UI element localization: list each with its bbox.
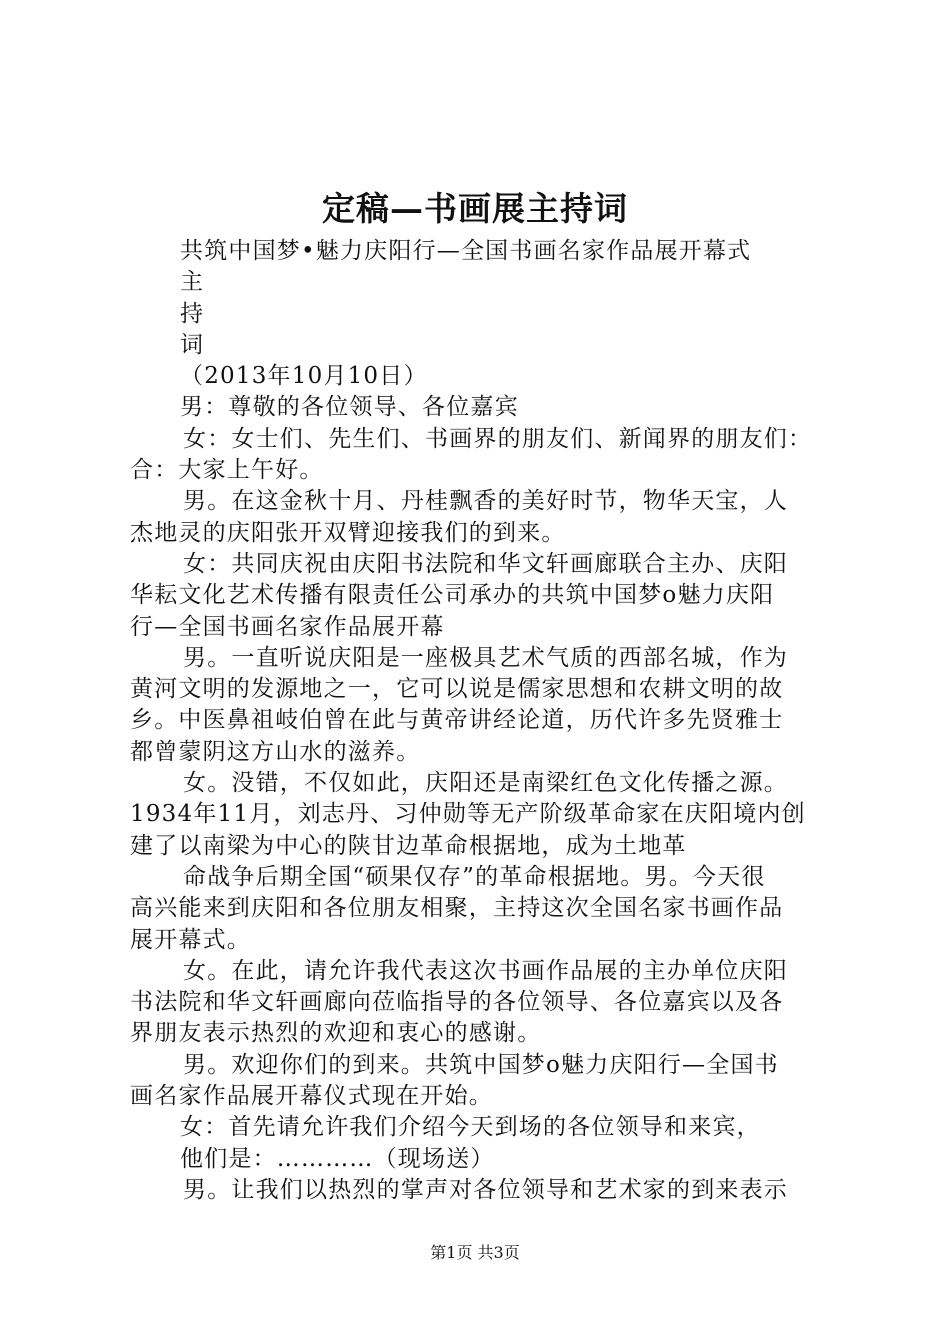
- body-line: 建了以南梁为中心的陕甘边革命根据地，成为土地革: [130, 832, 687, 859]
- body-line: 词: [180, 331, 205, 358]
- body-line: 男。欢迎你们的到来。共筑中国梦o魅力庆阳行—全国书: [183, 1051, 779, 1078]
- body-line: 女。没错，不仅如此，庆阳还是南梁红色文化传播之源。: [183, 770, 788, 797]
- body-line: 合：大家上午好。: [130, 457, 324, 484]
- body-line: 男。一直听说庆阳是一座极具艺术气质的西部名城，作为: [183, 644, 788, 671]
- body-line: 女。在此，请允许我代表这次书画作品展的主办单位庆阳: [183, 957, 788, 984]
- document-title: 定稿—书画展主持词: [322, 189, 628, 228]
- body-line: 女：共同庆祝由庆阳书法院和华文轩画廊联合主办、庆阳: [183, 550, 788, 577]
- body-line: 华耘文化艺术传播有限责任公司承办的共筑中国梦o魅力庆阳: [130, 582, 775, 609]
- body-line: 女：首先请允许我们介绍今天到场的各位领导和来宾，: [180, 1114, 761, 1141]
- document-body: [130, 236, 835, 1206]
- body-line: 命战争后期全国“硕果仅存”的革命根据地。男。今天很: [183, 863, 766, 890]
- body-line: 1934年11月，刘志丹、习仲勋等无产阶级革命家在庆阳境内创: [130, 801, 806, 828]
- body-line: 杰地灵的庆阳张开双臂迎接我们的到来。: [130, 519, 566, 546]
- body-line: 界朋友表示热烈的欢迎和衷心的感谢。: [130, 1020, 542, 1047]
- body-line: 女：女士们、先生们、书画界的朋友们、新闻界的朋友们：: [183, 425, 813, 452]
- body-line: 持: [180, 300, 205, 327]
- body-line: 乡。中医鼻祖岐伯曾在此与黄帝讲经论道，历代许多先贤雅士: [130, 707, 784, 734]
- body-line: 共筑中国梦•魅力庆阳行—全国书画名家作品展开幕式: [180, 238, 752, 264]
- body-line: 男：尊敬的各位领导、各位嘉宾: [180, 394, 519, 421]
- body-line: 主: [180, 269, 205, 296]
- page-footer: 第1页 共3页: [430, 1243, 520, 1262]
- body-line: 都曾蒙阴这方山水的滋养。: [130, 738, 421, 765]
- body-line: 书法院和华文轩画廊向莅临指导的各位领导、各位嘉宾以及各: [130, 989, 784, 1016]
- body-line: 男。让我们以热烈的掌声对各位领导和艺术家的到来表示: [183, 1176, 788, 1203]
- body-line: 他们是：…………（现场送）: [180, 1145, 495, 1172]
- body-line: 行—全国书画名家作品展开幕: [130, 613, 445, 640]
- body-line: （2013年10月10日）: [180, 363, 428, 390]
- body-line: 画名家作品展开幕仪式现在开始。: [130, 1083, 493, 1110]
- body-line: 黄河文明的发源地之一，它可以说是儒家思想和农耕文明的故: [130, 676, 784, 703]
- body-line: 高兴能来到庆阳和各位朋友相聚，主持这次全国名家书画作品: [130, 895, 784, 922]
- body-line: 男。在这金秋十月、丹桂飘香的美好时节，物华天宝，人: [183, 488, 788, 515]
- body-line: 展开幕式。: [130, 926, 251, 953]
